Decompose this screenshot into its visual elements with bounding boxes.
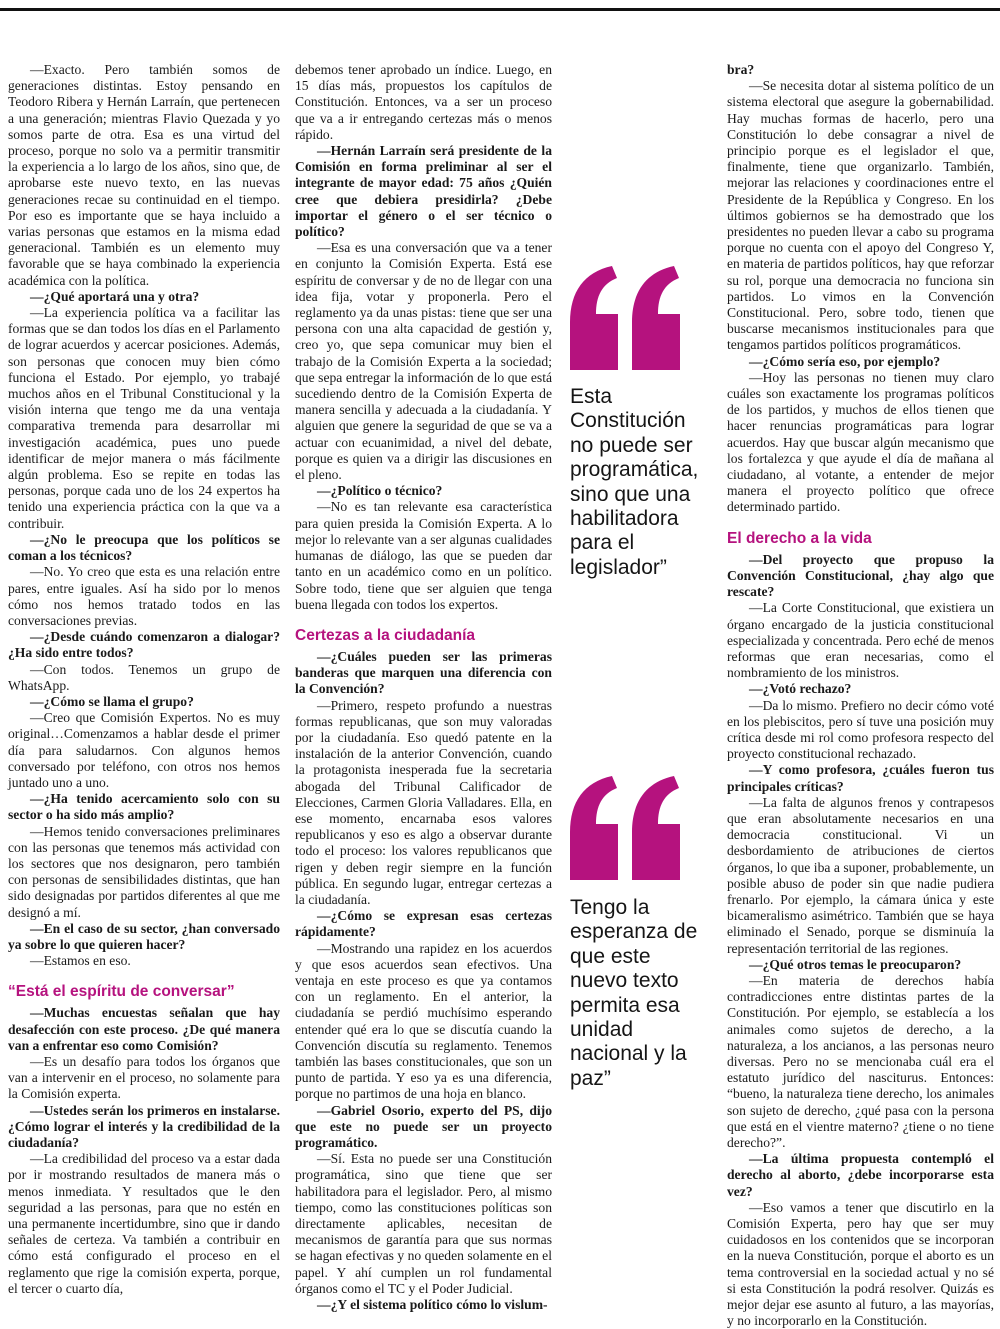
- interview-answer: —La Corte Constitucional, que existiera un órgano encargado de la justicia constitucional especializada y concentrada. Pero eché de menos reformas que eran necesarias, como el nombramiento de los ministros.: [727, 600, 994, 681]
- interview-question: —¿Político o técnico?: [317, 483, 443, 499]
- interview-question: —Muchas encuestas señalan que hay desafección con este proceso. ¿De qué manera van a enfrentar eso como Comisión?: [8, 1005, 280, 1053]
- pullquote-1: Esta Constitución no puede ser programática, sino que una habilitadora para el legislador”: [570, 385, 699, 579]
- interview-answer: —Hemos tenido conversaciones preliminares con las personas que tenemos más actividad con los sectores que nos designaron, pero también con personas de sensibilidades distintas, que han sido designadas por partidos diferentes al que me designó a mí.: [8, 823, 280, 920]
- interview-answer: —La experiencia política va a facilitar las formas que se dan todos los días en el Parlamento de lograr acuerdos y acercar posiciones. Además, son personas que conocen muy bien cómo funciona el Estado. Por ejemplo, yo trabajé muchos años en el Tribunal Constitucional y la visión interna que tengo me da una ventaja comparativa tremenda para desarrollar mi investigación académica, pues uno puede identificar de mejor manera o más fácilmente algún problema. Eso se repite en todas las personas, porque cada uno de los 24 expertos ha tenido una experiencia práctica con la que va a contribuir.: [8, 305, 280, 531]
- interview-question: —Ustedes serán los primeros en instalarse. ¿Cómo lograr el interés y la credibilidad de la ciudadanía?: [8, 1102, 280, 1150]
- interview-question: —Gabriel Osorio, experto del PS, dijo que este no puede ser un proyecto programático.: [295, 1102, 552, 1150]
- interview-question: —En el caso de su sector, ¿han conversado ya sobre lo que quieren hacer?: [8, 920, 280, 952]
- section-heading: El derecho a la vida: [727, 529, 872, 547]
- interview-answer: —Exacto. Pero también somos de generaciones distintas. Estoy pensando en Teodoro Ribera y Hernán Larraín, que pertenecen a una generación; mientras Flavio Quezada y yo somos parte de otra. Esa es una virtud del proceso, porque no solo va a permitir transmitir la experiencia a lo largo de los años, sino que, de aprobarse este nuevo texto, en las nuevas generaciones recae su continuidad en el tiempo. Por eso es importante que se haya incluido a varias personas que estamos en la misma edad generacional. También es un elemento muy favorable que se haya combinado la experiencia académica con la política.: [8, 62, 280, 288]
- interview-answer: —Mostrando una rapidez en los acuerdos y que esos acuerdos sean efectivos. Una ventaja en este proceso es que ya contamos con un reglamento. En el anterior, la ciudadanía se perdió muchísimo esperando entender qué era lo que se discutía cuando la Convención discutía su reglamento. Tenemos también las bases constitucionales, que son un punto de partida. Y eso ya es una diferencia, porque no partimos de una hoja en blanco.: [295, 940, 552, 1102]
- interview-answer: —Esa es una conversación que va a tener en conjunto la Comisión Experta. Está ese espíritu de conversar y de no de llegar con una idea fija, votar y proponerla. Pero el reglamento ya da unas pistas: tiene que ser una persona con una alta capacidad de gestión y, creo yo, que sepa comunicar muy bien el trabajo de la Comisión Experta a la sociedad; que sepa entregar la información de lo que está sucediendo dentro de la Comisión Experta de manera sencilla y adecuada a la ciudadanía. Y alguien que genere la seguridad de que se va a actuar con ecuanimidad, a nivel del debate, porque es quien va a dirigir las discusiones en el pleno.: [295, 240, 552, 483]
- interview-question: —¿Y el sistema político cómo lo vislum-: [317, 1297, 548, 1313]
- interview-question: —¿Cómo se llama el grupo?: [30, 693, 194, 709]
- interview-answer: —Es un desafío para todos los órganos que van a intervenir en el proceso, no solamente para la Comisión experta.: [8, 1053, 280, 1102]
- section-heading: Certezas a la ciudadanía: [295, 626, 476, 644]
- interview-answer: —La credibilidad del proceso va a estar dada por ir mostrando resultados de manera más o menos inmediata. Y resultados que le den seguridad a las personas, para que no estén en una permanente incertidumbre, sino que ir dando señales de certeza. Va también a contribuir en cómo está configurado el proceso en el reglamento que rige la comisión experta, porque, el tercer o cuarto día,: [8, 1151, 280, 1296]
- interview-question: —¿Cómo sería eso, por ejemplo?: [749, 353, 941, 369]
- interview-answer: —No es tan relevante esa característica para quien presida la Comisión Experta. A lo mejor lo relevante van a ser algunas cualidades humanas de diálogo, las que se pueden dar tanto en un académico como en un político. Sobre todo, tiene que ser alguien que tenga buena llegada con todos los expertos.: [295, 499, 552, 612]
- pullquote-2: Tengo la esperanza de que este nuevo texto permita esa unidad nacional y la paz”: [570, 896, 698, 1090]
- interview-answer: —Con todos. Tenemos un grupo de WhatsApp.: [8, 661, 280, 693]
- interview-question: bra?: [727, 62, 755, 77]
- interview-question: —¿Qué otros temas le preocuparon?: [749, 956, 962, 972]
- interview-question: —¿Votó rechazo?: [749, 681, 852, 697]
- interview-answer: —Estamos en eso.: [30, 953, 131, 969]
- interview-question: —Del proyecto que propuso la Convención Constitucional, ¿hay algo que rescate?: [727, 551, 994, 600]
- interview-answer: —Da lo mismo. Prefiero no decir cómo voté en los plebiscitos, pero sí tuve una posición muy crítica desde mi rol como profesora respecto del proyecto constitucional rechazado.: [727, 697, 994, 762]
- interview-question: —Y como profesora, ¿cuáles fueron tus principales críticas?: [727, 762, 994, 794]
- section-heading: “Está el espíritu de conversar”: [8, 983, 235, 1001]
- interview-question: —¿Desde cuándo comenzaron a dialogar? ¿Ha sido entre todos?: [8, 629, 280, 661]
- interview-answer: —Creo que Comisión Expertos. No es muy original…Comenzamos a hablar desde el primer día para saludarnos. Con algunos hemos conversado por teléfono, con otros nos hemos juntado uno a uno.: [8, 710, 280, 790]
- article-column-3: [727, 62, 994, 1329]
- interview-question: —¿Cuáles pueden ser las primeras banderas que marquen una diferencia con la Convención?: [295, 648, 552, 697]
- interview-question: —¿Cómo se expresan esas certezas rápidamente?: [295, 908, 552, 940]
- interview-question: —¿No le preocupa que los políticos se coman a los técnicos?: [8, 531, 280, 564]
- top-rule: [0, 8, 1000, 11]
- interview-answer: —Hoy las personas no tienen muy claro cuáles son exactamente los programas políticos de los partidos, y muchos de ellos tienen que hacer renuncias programáticas para lograr acuerdos. Hay que buscar algún mecanismo que los fortalezca y que ayude el día de mañana al ciudadano, al votante, a entender de mejor manera el proyecto político que ofrece determinado partido.: [727, 369, 994, 515]
- interview-question: —La última propuesta contempló el derecho al aborto, ¿debe incorporarse esta vez?: [727, 1151, 994, 1199]
- interview-question: —¿Qué aportará una y otra?: [30, 288, 200, 304]
- interview-answer: —No. Yo creo que esta es una relación entre pares, entre iguales. Así ha sido por lo menos cómo nos hemos tratado todos en las conversaciones previas.: [8, 564, 280, 628]
- quote-mark-icon: [566, 262, 688, 374]
- interview-answer: —Primero, respeto profundo a nuestras formas republicanas, que son muy valoradas por la ciudadanía. Eso quedó patente en la instalación de la anterior Convención, cuando la protagonista inesperada fue la secretaria abogada del Tribunal Calificador de Elecciones, Carmen Gloria Valladares. Ella, en ese momento, encarnaba esos valores republicanos y eso es algo a observar durante todo el proceso: los valores republicanos que rigen y deben regir siempre en la función pública. En segundo lugar, entregar certezas a la ciudadanía.: [295, 697, 552, 907]
- interview-answer: debemos tener aprobado un índice. Luego, en 15 días más, propuestos los capítulos de Constitución. Entonces, va a ser un proceso que va a ir entregando certezas más o menos rápido.: [295, 62, 552, 142]
- interview-answer: —La falta de algunos frenos y contrapesos que eran absolutamente necesarios en una democracia constitucional. Vi un desbordamiento de atribuciones de ciertos órganos, lo que iba a suponer, probablemente, un posible abuso de poder sin que nadie pudiera frenarlo. Por ejemplo, la cámara única y este bicameralismo asimétrico. También que se haya eliminado el Senado, porque se disminuía la representación territorial de las regiones.: [727, 794, 994, 956]
- article-column-1: [8, 62, 280, 1297]
- quote-mark-icon: [566, 772, 688, 884]
- article-column-2: [295, 62, 552, 1313]
- interview-question: —¿Ha tenido acercamiento solo con su sector o ha sido más amplio?: [8, 791, 280, 823]
- interview-answer: —Se necesita dotar al sistema político de un sistema electoral que asegure la gobernabilidad. Hay muchas formas de hacerlo, pero una Constitución lo debe consagrar a nivel de principio porque es el legislador el que, finalmente, tiene que organizarlo. También, mejorar las relaciones y coordinaciones entre el Presidente de la República y Congreso. En los últimos gobiernos se ha demostrado que los presidentes no pueden llevar a cabo su programa porque no cuenta con el apoyo del Congreso Y, en materia de partidos políticos, hay que reforzar su rol, porque una democracia no funciona sin partidos. Lo vimos en la Convención Constitucional. Pero, sobre todo, tienen que buscarse mecanismos institucionales para que tengamos partidos políticos programáticos.: [727, 78, 994, 353]
- interview-answer: —Eso vamos a tener que discutirlo en la Comisión Experta, pero hay que ser muy cuidadosos en los contenidos que se incorporan en la nueva Constitución, porque el aborto es un tema controversial en la sociedad actual y no sé si esta Constitución la podrá resolver. Quizás es mejor dejar ese asunto al futuro, a las mayorías, y no incorporarlo en la Constitución.: [727, 1199, 994, 1329]
- interview-question: —Hernán Larraín será presidente de la Comisión en forma preliminar al ser el integrante de mayor edad: 75 años ¿Quién cree que debiera presidirla? ¿Debe importar el género o el ser técnico o político?: [295, 143, 552, 240]
- interview-answer: —Sí. Esta no puede ser una Constitución programática, sino que tiene que ser habilitadora para el legislador. Pero, al mismo tiempo, como las constituciones políticas son directamente aplicables, necesitan de mecanismos de garantía para que sus normas se hagan efectivas y no queden solamente en el papel. Y ahí cumplen un rol fundamental órganos como el TC y el Poder Judicial.: [295, 1151, 552, 1296]
- interview-answer: —En materia de derechos había contradicciones entre distintas partes de la Constitución. Por ejemplo, se establecía a los animales como sujetos de derecho, a la naturaleza, a los ancianos, a las personas neuro diversas. Pero no se mencionaba cuál era el estatuto jurídico del nasciturus. Entonces: “bueno, la naturaleza tiene derecho, los animales son sujeto de derecho, ¿qué pasa con la persona que está en el vientre materno? ¿tiene o no tiene derecho?”.: [727, 972, 994, 1150]
